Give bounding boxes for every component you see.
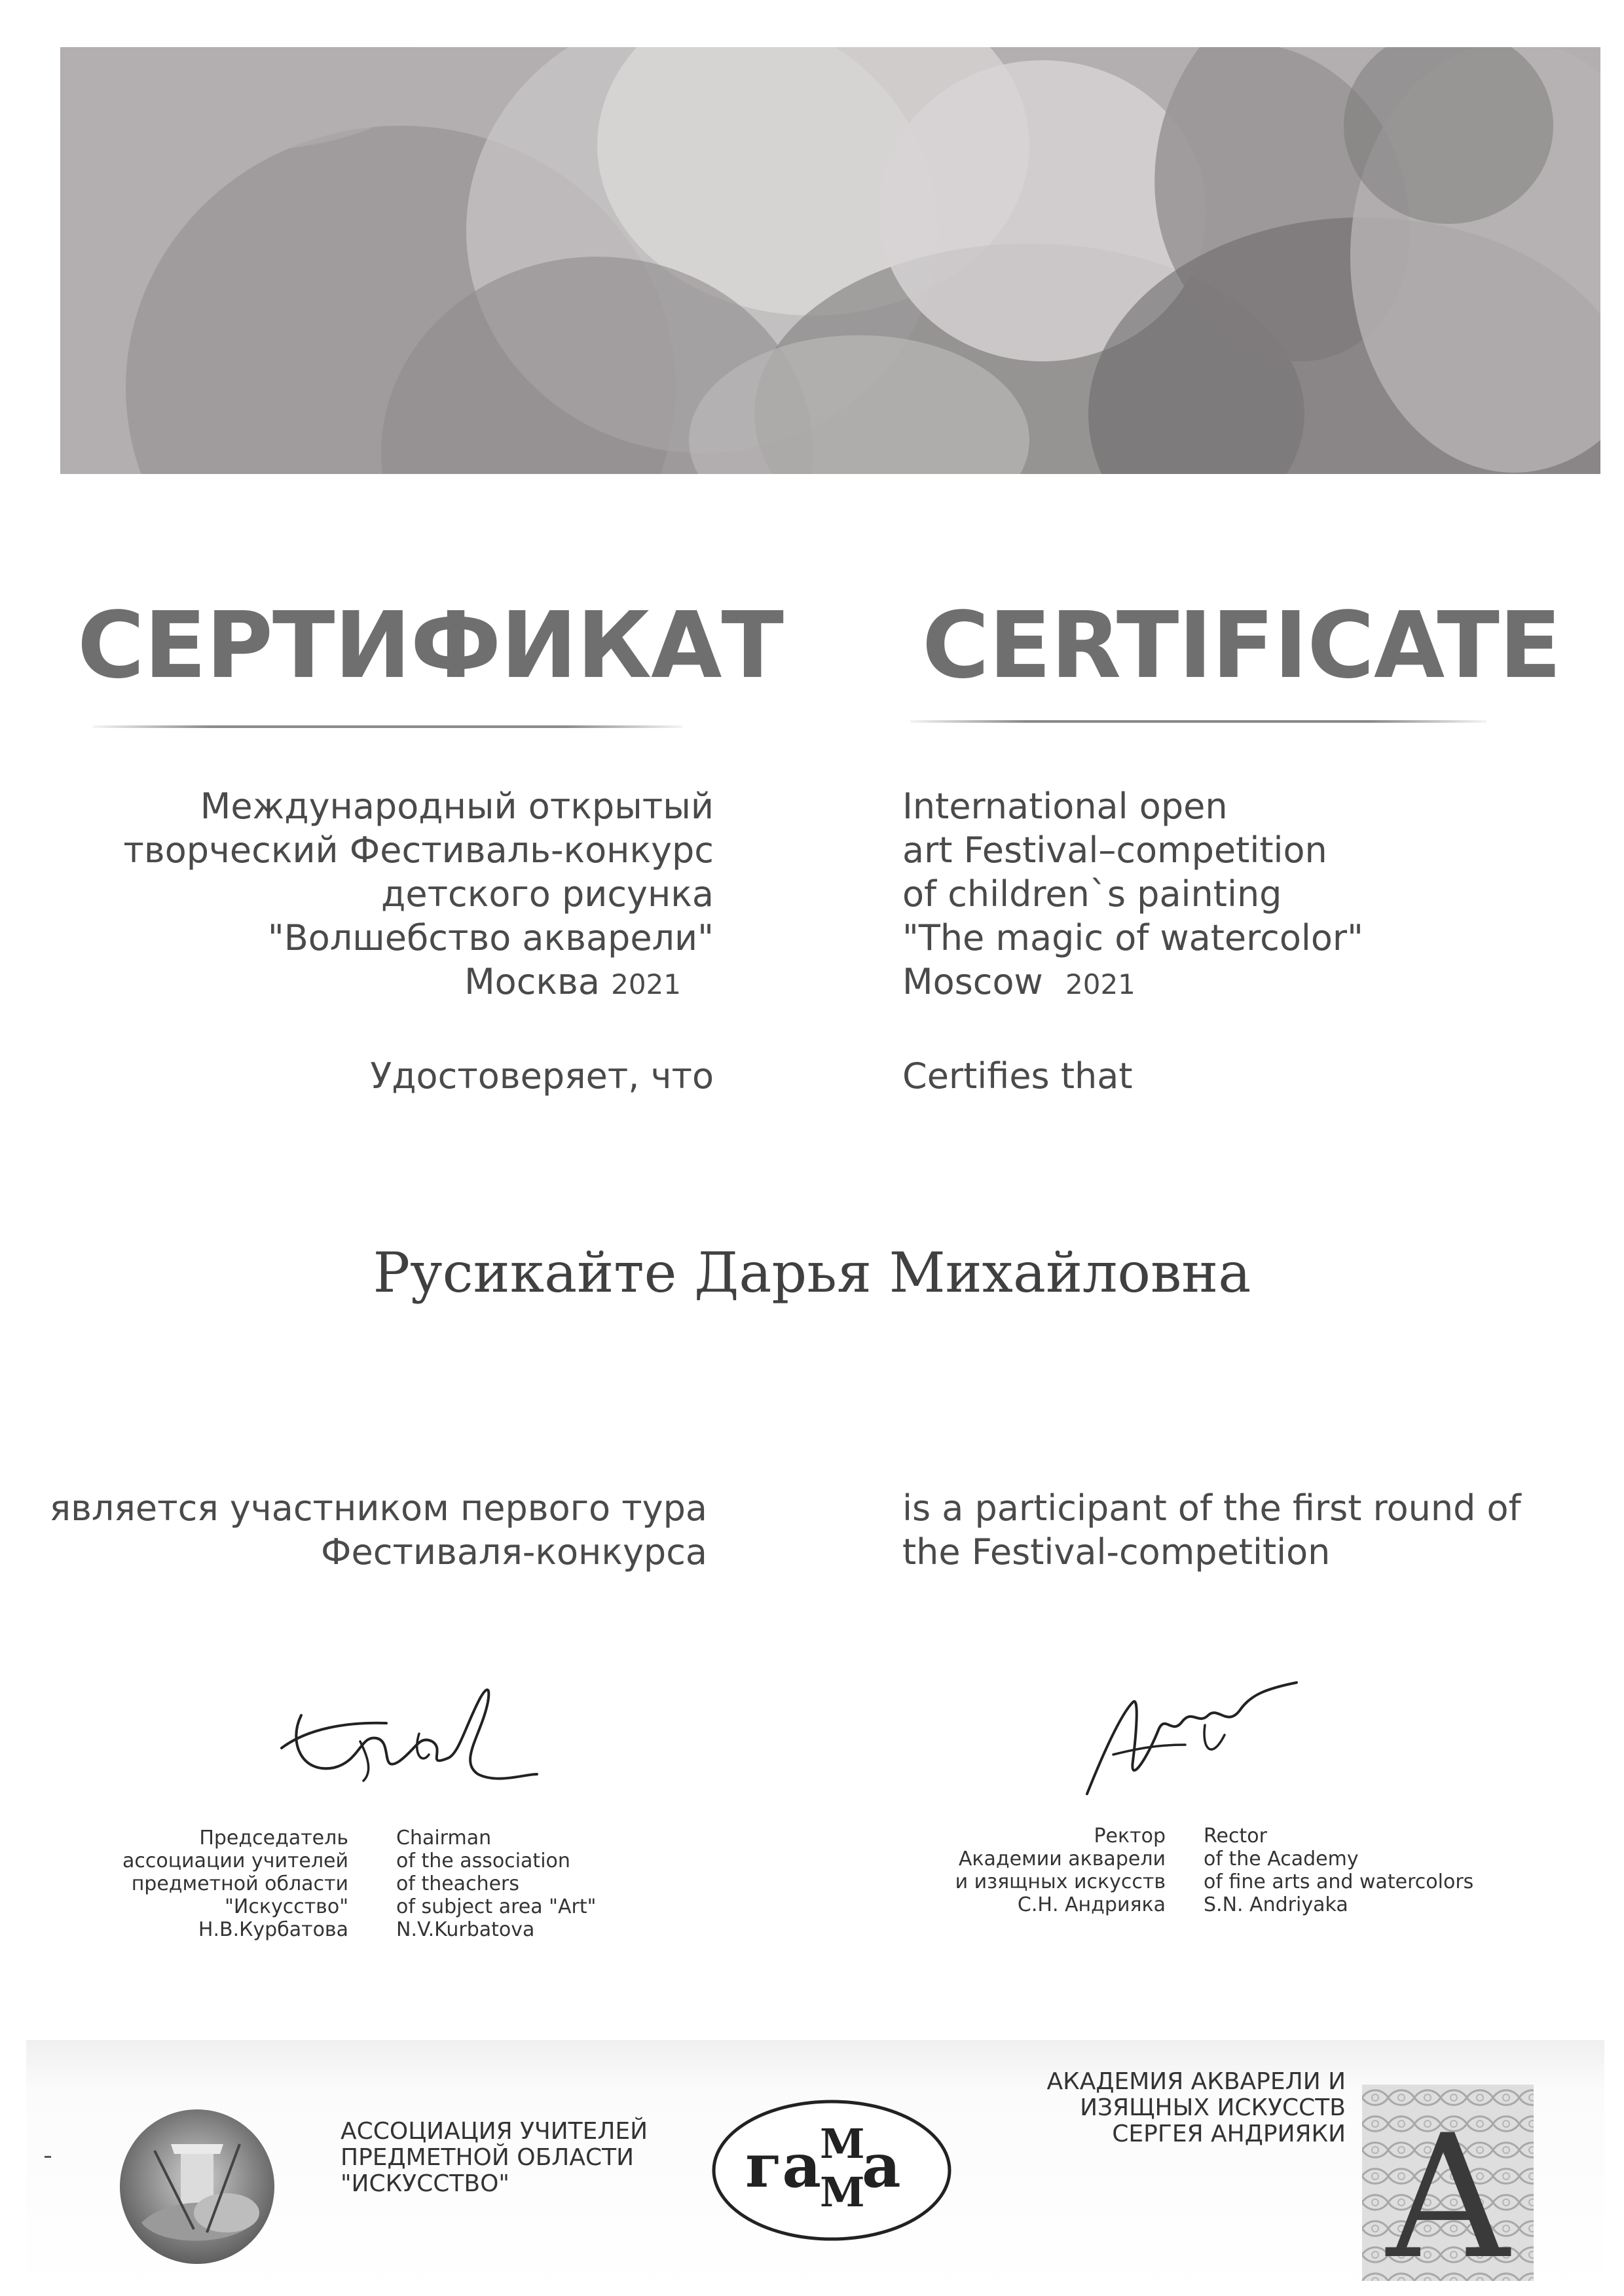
association-line1: АССОЦИАЦИЯ УЧИТЕЛЕЙ <box>341 2118 648 2145</box>
signatory1-ru-name: Н.В.Курбатова <box>198 1918 348 1941</box>
academy-a-logo <box>1362 2085 1534 2281</box>
signatory1-ru-line3: предметной области <box>131 1872 348 1895</box>
festival-description-en <box>902 784 1557 1006</box>
signatory1-ru-line2: ассоциации учителей <box>122 1850 348 1872</box>
signatory2-en-name: S.N. Andriyaka <box>1204 1893 1348 1916</box>
festival-ru-city: Москва <box>464 961 600 1002</box>
header-watercolor-banner <box>60 47 1600 474</box>
signatory2-en-line1: Rector <box>1204 1825 1267 1848</box>
gama-logo <box>707 2095 956 2246</box>
academy-name <box>1008 2069 1346 2147</box>
signatory2-ru-line1: Ректор <box>1094 1825 1166 1848</box>
participation-en <box>902 1486 1610 1574</box>
signatory1-ru <box>98 1827 348 1941</box>
signatory2-ru-line3: и изящных искусств <box>955 1870 1166 1893</box>
signatory1-en <box>396 1827 645 1941</box>
festival-en-city: Moscow <box>902 961 1043 1002</box>
signature-andriyaka <box>1074 1663 1310 1807</box>
association-emblem-icon <box>115 2105 279 2269</box>
gama-logo-a: а <box>862 2130 901 2201</box>
certifies-en: Certifies that <box>902 1055 1133 1097</box>
festival-ru-line2: творческий Фестиваль-конкурс <box>123 829 714 871</box>
association-name <box>341 2119 648 2197</box>
academy-logo-letter: А <box>1383 2099 1513 2281</box>
participation-en-line2: the Festival-competition <box>902 1531 1331 1573</box>
festival-en-year: 2021 <box>1065 968 1135 1000</box>
signatory1-en-line2: of the association <box>396 1850 570 1872</box>
festival-ru-city-year <box>105 960 714 1006</box>
festival-ru-line3: детского рисунка <box>381 873 714 915</box>
festival-ru-line1: Международный открытый <box>200 786 714 827</box>
signatory2-en-line2: of the Academy <box>1204 1848 1359 1870</box>
signatory1-en-line1: Chairman <box>396 1827 492 1850</box>
signatory2-en <box>1204 1825 1544 1916</box>
title-ru: СЕРТИФИКАТ <box>77 592 783 699</box>
title-en: CERTIFICATE <box>922 592 1561 699</box>
signatory2-ru <box>904 1825 1166 1916</box>
title-en-underline <box>910 720 1486 723</box>
signature-kurbatova <box>262 1676 537 1800</box>
festival-ru-line4: "Волшебство акварели" <box>267 917 714 958</box>
participation-en-line1: is a participant of the first round of <box>902 1487 1521 1529</box>
festival-description-ru <box>105 784 714 1006</box>
certifies-ru: Удостоверяет, что <box>370 1055 714 1097</box>
margin-mark <box>45 2156 51 2158</box>
gama-logo-m-bottom: М <box>820 2168 865 2216</box>
academy-line1: АКАДЕМИЯ АКВАРЕЛИ И <box>1046 2068 1346 2095</box>
festival-en-line2: art Festival–competition <box>902 829 1327 871</box>
academy-line3: СЕРГЕЯ АНДРИЯКИ <box>1112 2121 1346 2147</box>
signatory1-en-line4: of subject area "Art" <box>396 1895 597 1918</box>
signatory2-en-line3: of fine arts and watercolors <box>1204 1870 1474 1893</box>
signatory1-ru-line4: "Искусство" <box>225 1895 348 1918</box>
festival-en-line3: of children`s painting <box>902 873 1282 915</box>
festival-ru-year: 2021 <box>611 968 681 1000</box>
association-line2: ПРЕДМЕТНОЙ ОБЛАСТИ <box>341 2144 635 2171</box>
signatory2-ru-line2: Академии акварели <box>958 1848 1166 1870</box>
academy-line2: ИЗЯЩНЫХ ИСКУССТВ <box>1080 2094 1346 2121</box>
participation-ru-line1: является участником первого тура <box>49 1487 707 1529</box>
watercolor-banner <box>60 47 1600 474</box>
signatory1-ru-line1: Председатель <box>199 1827 348 1850</box>
gama-logo-ga: га <box>745 2130 821 2201</box>
festival-en-line4: "The magic of watercolor" <box>902 917 1363 958</box>
signatory2-ru-name: С.Н. Андрияка <box>1017 1893 1166 1916</box>
title-ru-underline <box>93 725 682 728</box>
signatory1-en-name: N.V.Kurbatova <box>396 1918 535 1941</box>
festival-en-line1: International open <box>902 786 1228 827</box>
association-line3: "ИСКУССТВО" <box>341 2170 509 2197</box>
participation-ru <box>39 1486 707 1574</box>
festival-en-city-year <box>902 960 1557 1006</box>
gama-logo-m-top: М <box>820 2120 865 2168</box>
recipient-name: Русикайте Дарья Михайловна <box>373 1241 1251 1305</box>
participation-ru-line2: Фестиваля-конкурса <box>321 1531 707 1573</box>
signatory1-en-line3: of theachers <box>396 1872 519 1895</box>
